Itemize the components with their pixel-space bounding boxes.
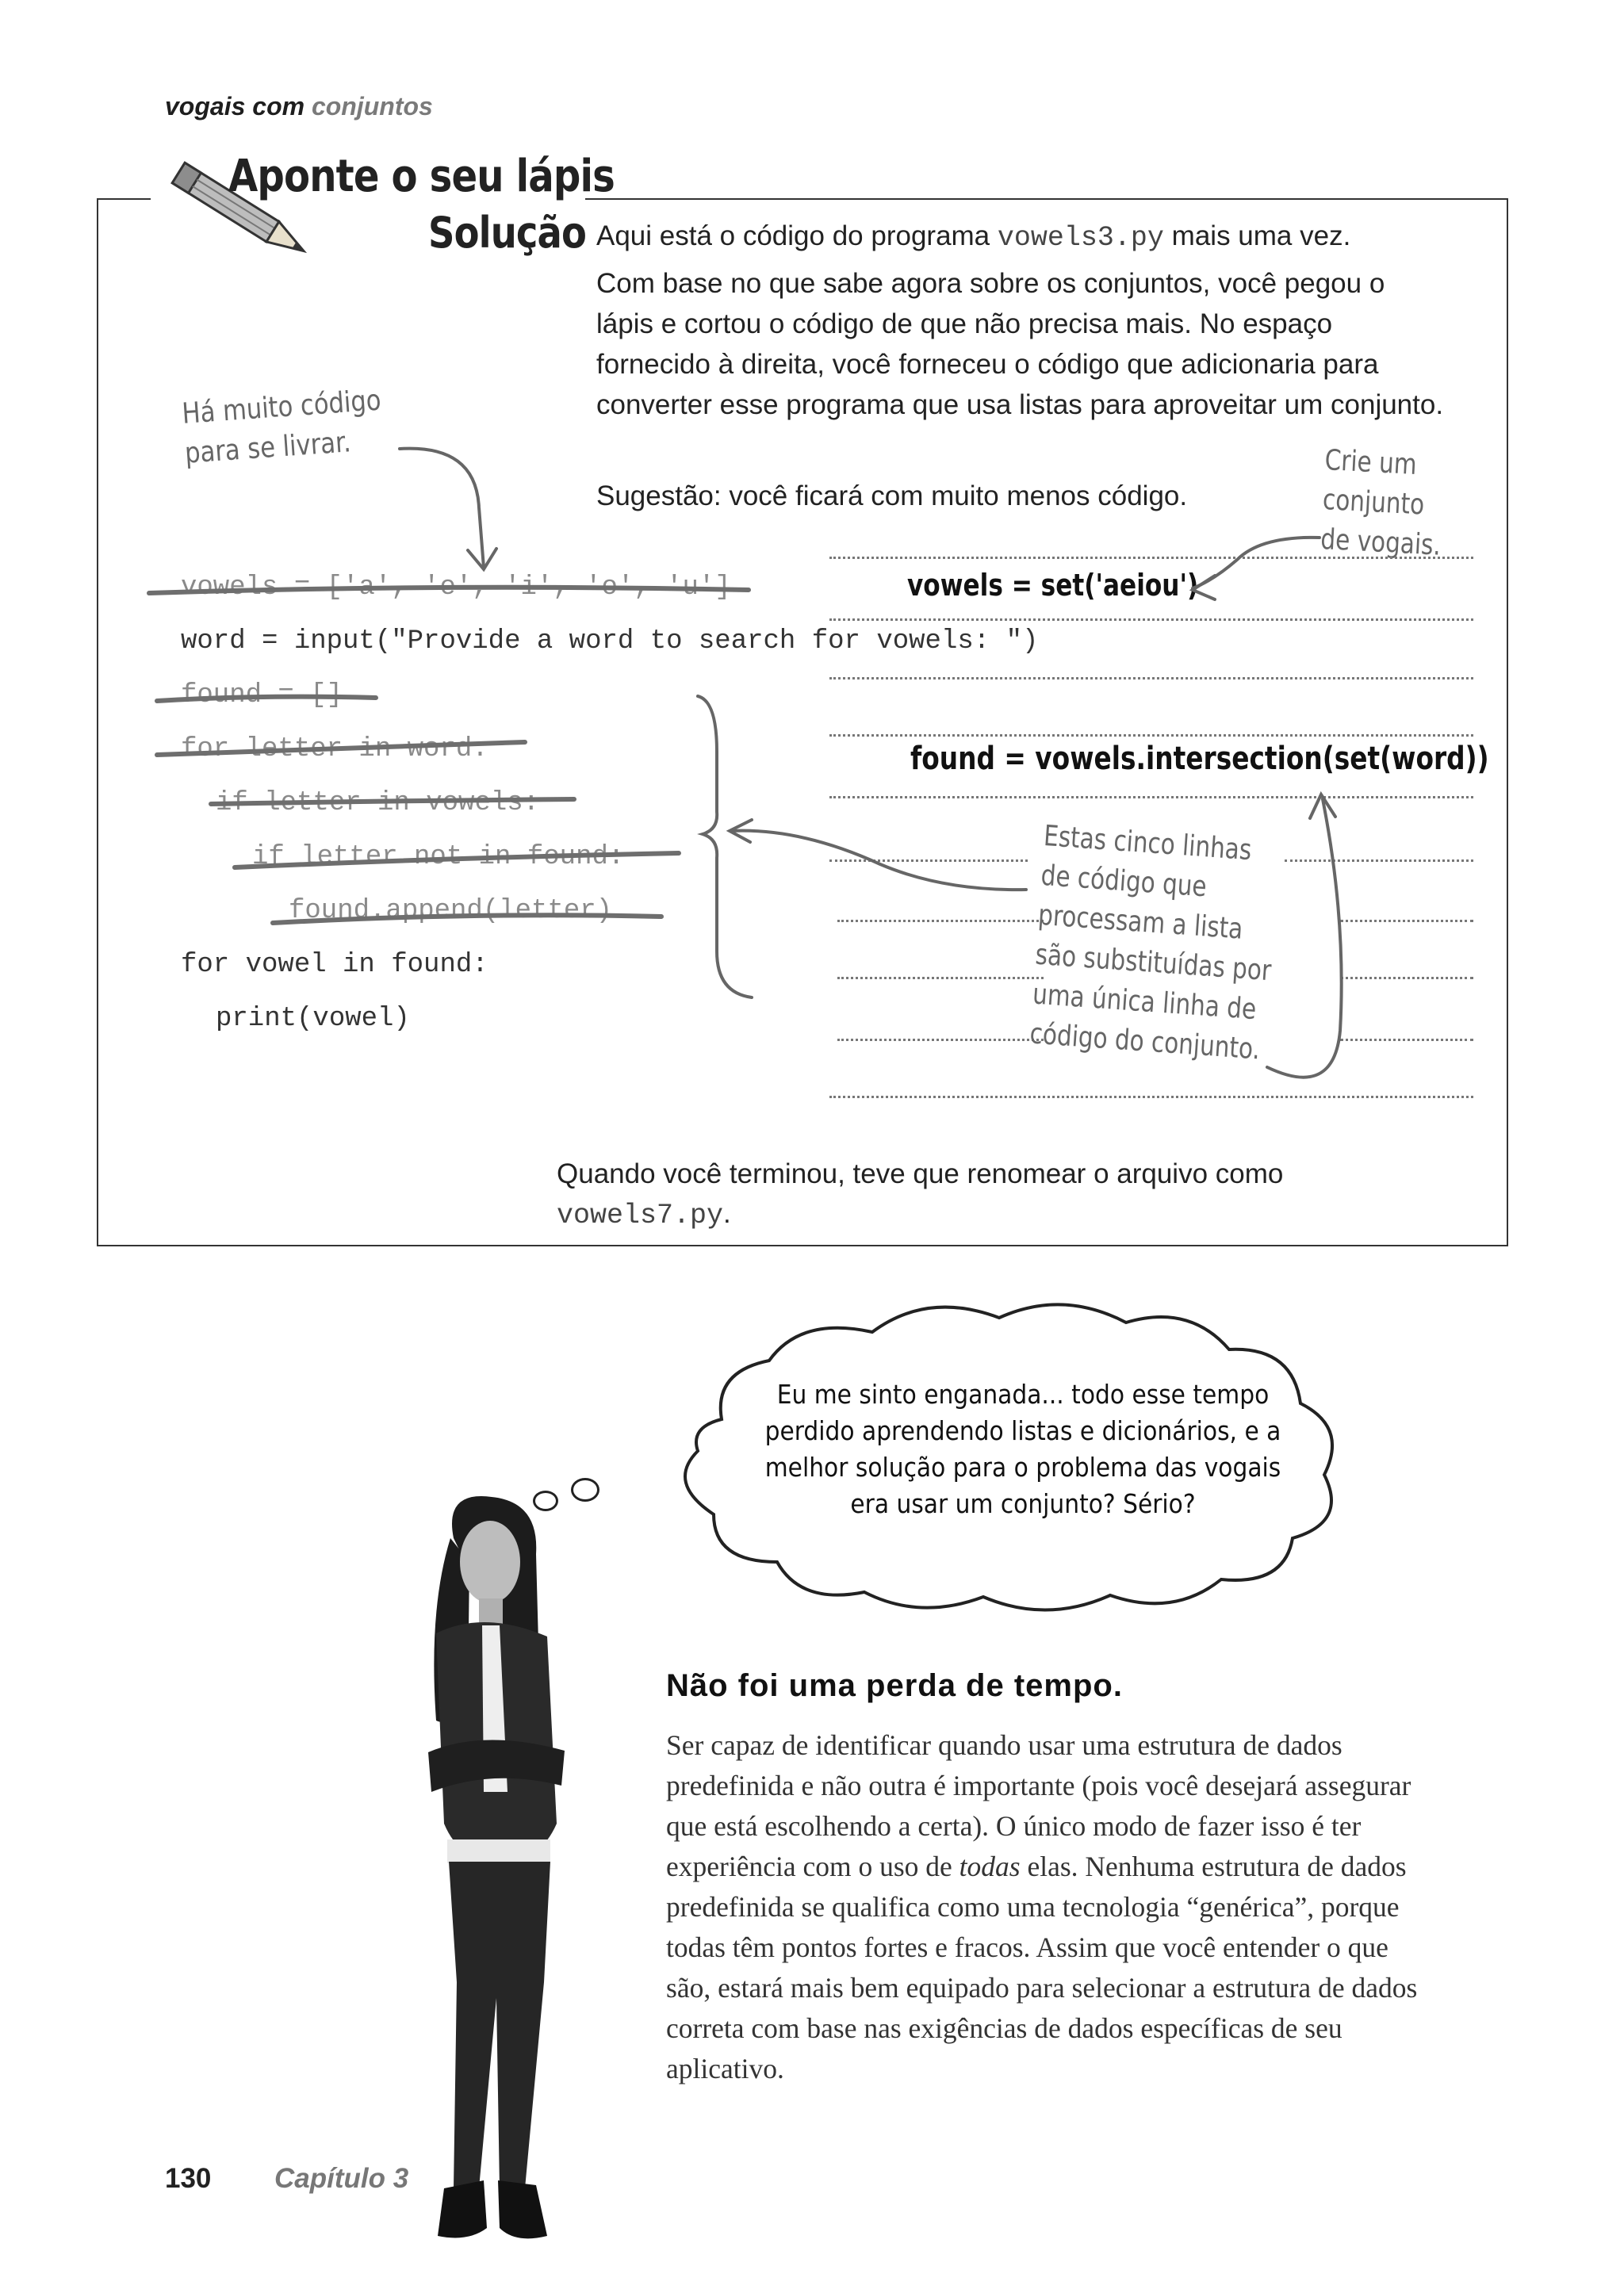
note-line: código do conjunto. [1028,1017,1262,1066]
intro-hint: Sugestão: você ficará com muito menos código. [596,480,1188,511]
strike-line [211,799,574,804]
page-number: 130 [165,2163,212,2194]
code-line: if letter not in found: [252,842,625,872]
intro-1-pre: Aqui está o código do programa [596,220,990,251]
chapter-label: Capítulo 3 [274,2163,409,2194]
code-line: if letter in vowels: [216,788,540,818]
note-line: de vogais. [1320,523,1442,562]
closing-note [557,1154,1461,1235]
code-line: vowels = ['a', 'e', 'i', 'o', 'u'] [181,572,731,603]
strike-line [235,853,679,867]
code-line: for letter in word: [181,734,488,764]
closing-pre: Quando você terminou, teve que renomear o arquivo como [557,1158,1284,1189]
note-line: Estas cinco linhas [1042,819,1253,867]
strike-line [157,697,376,701]
code-line: for vowel in found: [181,950,488,980]
arrow-to-brace [731,831,1026,890]
intro-1-file: vowels3.py [997,222,1164,254]
note-line: Há muito código [181,384,382,431]
answer-heading: Não foi uma perda de tempo. [666,1668,1123,1703]
arrow-head [1193,576,1215,599]
code-line: print(vowel) [216,1004,410,1034]
closing-post: . [723,1198,731,1229]
intro-paragraph: Com base no que sabe agora sobre os conjuntos, você pegou o lápis e cortou o código de que não precisa mais. No espaço fornecido à direita, você forneceu o código que adicionaria para converter esse programa que usa listas para aproveitar um conjunto. [596,268,1444,420]
note-line: uma única linha de [1031,978,1258,1027]
woman-photo [381,1491,619,2276]
answer-vowels-set: vowels = set('aeiou') [907,568,1199,603]
note-line: Crie um [1323,443,1418,482]
intro-1-post: mais uma vez. [1171,220,1351,251]
arrow-to-answer-1 [1193,538,1320,588]
answer-body-part-1: Ser capaz de identificar quando usar uma estrutura de dados predefinida e não outra é importante (pois você desejará assegurar que está escolhendo a certa). O único modo de fazer isso é ter experiência com o uso de [666,1729,1411,1882]
answer-found-intersection: found = vowels.intersection(set(word)) [910,741,1489,777]
note-line: para se livrar. [183,426,352,470]
note-line: processam a lista [1036,898,1244,946]
note-line: de código que [1040,859,1208,904]
answer-body [666,1725,1427,2089]
strike-line [157,742,525,755]
code-line: found = [] [181,680,343,710]
exercise-title: Aponte o seu lápis [228,151,615,202]
note-line: conjunto [1322,483,1426,522]
arrow-to-code [400,449,484,568]
closing-file: vowels7.py [557,1200,724,1231]
running-header-section: conjuntos [311,92,433,121]
brace [698,696,752,997]
note-line: são substituídas por [1034,938,1273,988]
code-line: word = input("Provide a word to search for vowels: ") [181,626,1039,657]
answer-body-emphasis: todas [959,1851,1021,1882]
exercise-subtitle: Solução [428,208,587,258]
thought-text: Eu me sinto enganada... todo esse tempo perdido aprendendo listas e dicionários, e a melhor solução para o problema das vogais era usar um conjunto? Sério? [764,1379,1281,1519]
running-header-topic: vogais com [165,92,305,121]
code-line: found.append(letter) [289,896,613,926]
arrow-to-answer-2 [1267,799,1342,1078]
strike-line [149,588,749,593]
answer-body-part-2: elas. Nenhuma estrutura de dados predefinida se qualifica como uma tecnologia “genérica”, porque todas têm pontos fortes e fracos. Assim que você entender o que são, estará mais bem equipado para selecionar a estrutura de dados correta com base nas exigências de dados específicas de seu aplicativo. [666,1851,1418,2084]
strike-line [273,915,661,923]
